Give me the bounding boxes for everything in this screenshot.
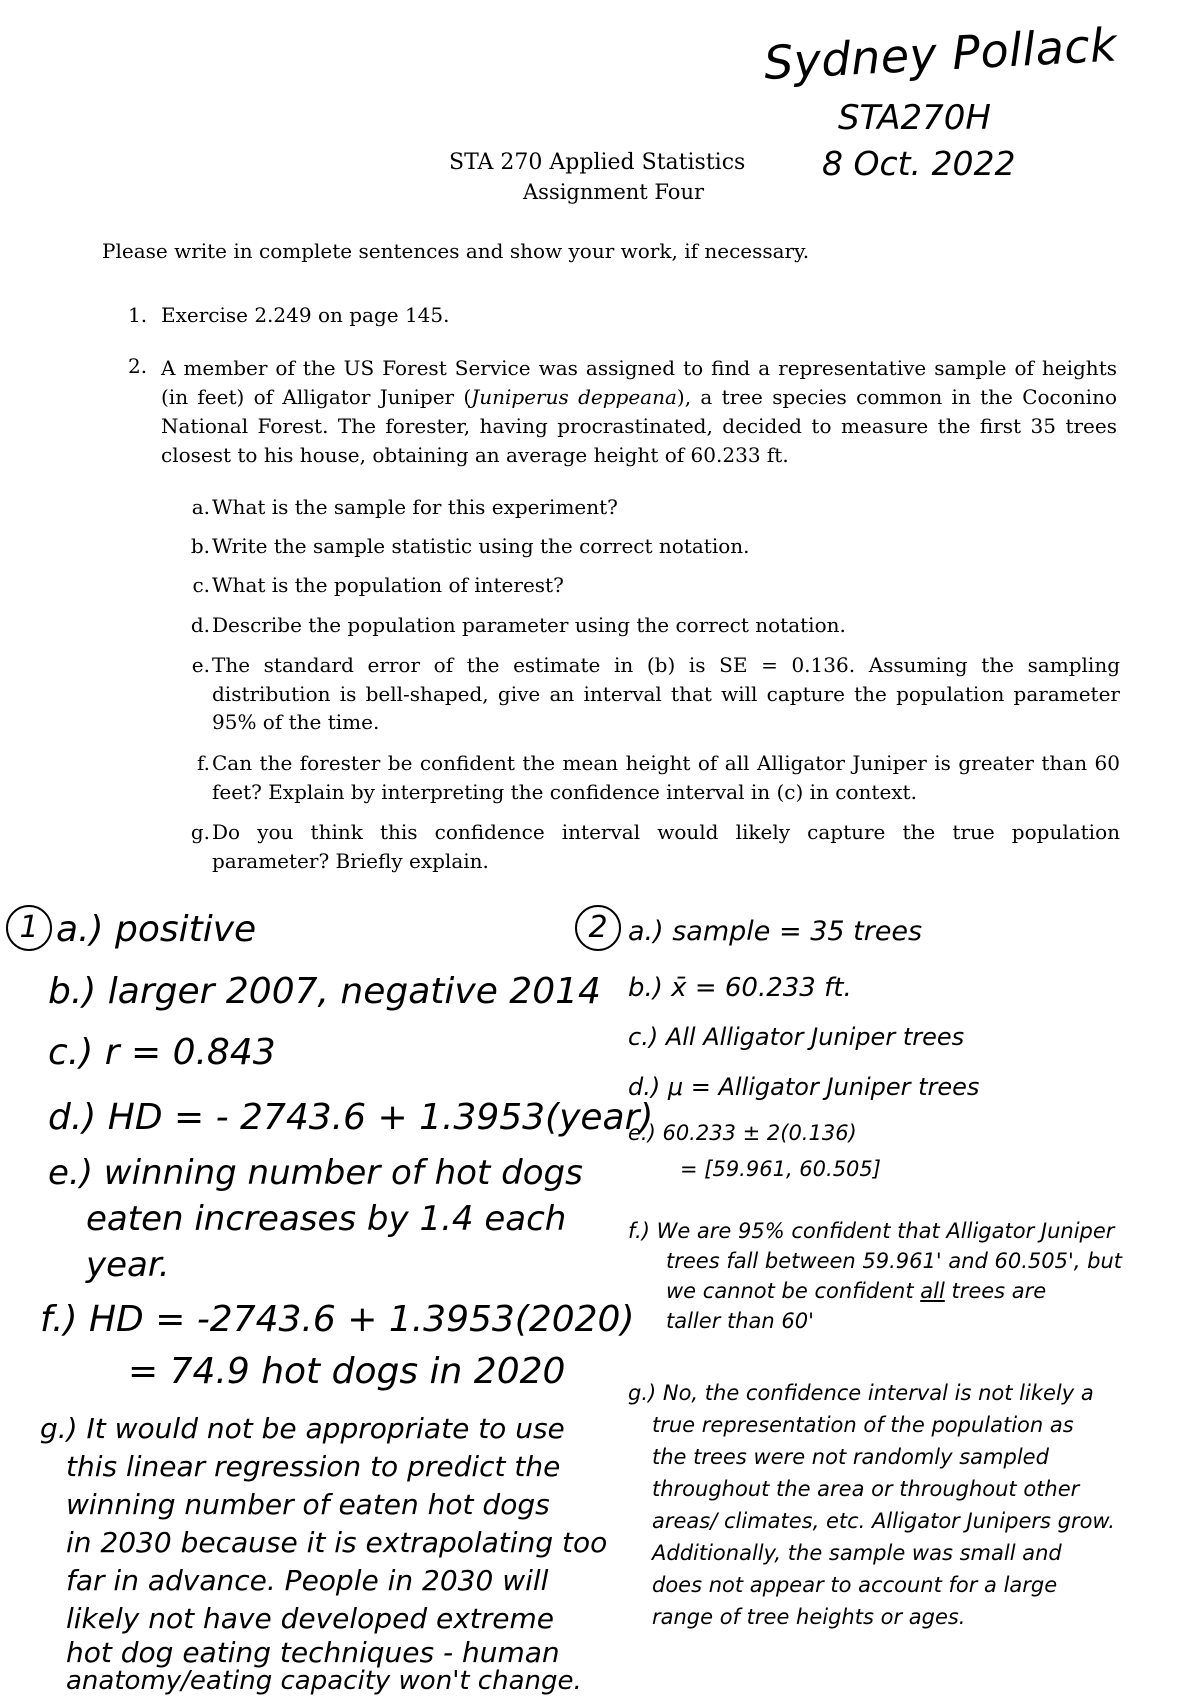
part-text: Do you think this confidence interval would likely capture the true population parameter? Briefly explain.: [212, 820, 1120, 873]
question-2g: [175, 818, 1120, 875]
handwritten-course: STA270H: [838, 98, 991, 138]
answer-2f-underlined-word: all: [920, 1279, 945, 1303]
answer-2g-line7: does not appear to account for a large: [652, 1573, 1058, 1597]
answer-1e-line1: e.) winning number of hot dogs: [48, 1153, 583, 1193]
answer-2f-line2: trees fall between 59.961' and 60.505', but: [666, 1249, 1123, 1273]
question-2d: [175, 611, 1120, 640]
answer-2g-line4: throughout the area or throughout other: [652, 1477, 1080, 1501]
question-2a: [175, 493, 1120, 522]
answer-2e-line2: = [59.961, 60.505]: [680, 1157, 881, 1181]
course-title: STA 270 Applied Statistics: [449, 150, 746, 175]
answer-1d: d.) HD = - 2743.6 + 1.3953(year): [48, 1097, 654, 1138]
answer-1g-line6: likely not have developed extreme: [66, 1602, 555, 1635]
part-label: b.: [190, 534, 210, 558]
part-text: What is the sample for this experiment?: [212, 495, 618, 519]
answer-2g-line8: range of tree heights or ages.: [652, 1605, 966, 1629]
answer-2a: a.) sample = 35 trees: [628, 916, 923, 947]
answer-2f-line1: f.) We are 95% confident that Alligator Juniper: [628, 1219, 1115, 1243]
answer-2f-line4: taller than 60': [666, 1309, 814, 1333]
question-1-number: 1.: [128, 303, 148, 327]
question-2b: [175, 532, 1120, 561]
answer-2d: d.) μ = Alligator Juniper trees: [628, 1073, 980, 1101]
part-label: f.: [196, 751, 210, 775]
answer-2f-line3: [666, 1276, 1046, 1306]
question-2-text-after: ), a tree species common in the Coconino National Forest. The forester, having procrastinated, decided to measure the first 35 trees closest to his house, obtaining an average height of 60.233 ft.: [161, 385, 1118, 467]
answer-2g-line2: true representation of the population as: [652, 1413, 1074, 1437]
instructions: Please write in complete sentences and show your work, if necessary.: [102, 239, 810, 263]
answer-1g-line5: far in advance. People in 2030 will: [66, 1564, 549, 1597]
part-text: The standard error of the estimate in (b) is SE = 0.136. Assuming the sampling distribution is bell-shaped, give an interval that will capture the population parameter 95% of the time.: [212, 653, 1120, 734]
answer-2f-line3-post: trees are: [944, 1279, 1047, 1303]
part-label: d.: [190, 613, 210, 637]
assignment-title: Assignment Four: [523, 180, 705, 204]
part-label: c.: [192, 573, 210, 597]
answer-1e-line2: eaten increases by 1.4 each: [86, 1199, 567, 1239]
part-label: a.: [191, 495, 210, 519]
answer-1g-line4: in 2030 because it is extrapolating too: [66, 1526, 608, 1559]
part-label: g.: [190, 820, 210, 844]
answer-1g-line1: g.) It would not be appropriate to use: [40, 1412, 565, 1445]
answer-2g-line1: g.) No, the confidence interval is not likely a: [628, 1381, 1094, 1405]
question-2-number: 2.: [128, 354, 148, 378]
answer-1f-line2: = 74.9 hot dogs in 2020: [128, 1351, 566, 1392]
answer-1f-line1: f.) HD = -2743.6 + 1.3953(2020): [40, 1299, 635, 1340]
question-2c: [175, 571, 1120, 600]
answer-2b: b.) x̄ = 60.233 ft.: [628, 973, 852, 1003]
answer-2f-line3-pre: we cannot be confident: [666, 1279, 921, 1303]
answer-1g-line2: this linear regression to predict the: [66, 1450, 561, 1483]
answer-1e-line3: year.: [86, 1245, 170, 1285]
part-label: e.: [191, 653, 210, 677]
part-text: What is the population of interest?: [212, 573, 564, 597]
handwritten-name: Sydney Pollack: [762, 17, 1119, 90]
answer-2c: c.) All Alligator Juniper trees: [628, 1023, 965, 1051]
question-2-text-before: A member of the US Forest Service was assigned to find a representative sample of heights (in feet) of Alligator Juniper (: [161, 356, 1117, 409]
answer-2-circle: 2: [575, 905, 621, 951]
part-text: Can the forester be confident the mean height of all Alligator Juniper is greater than 60 feet? Explain by interpreting the confidence interval in (c) in context.: [212, 751, 1120, 804]
answer-2g-line5: areas/ climates, etc. Alligator Junipers grow.: [652, 1509, 1115, 1533]
question-2f: [175, 749, 1120, 806]
answer-1-circle: 1: [6, 905, 52, 951]
species-name: Juniperus deppeana: [471, 385, 677, 409]
answer-1c: c.) r = 0.843: [48, 1032, 276, 1073]
part-text: Write the sample statistic using the correct notation.: [212, 534, 750, 558]
part-text: Describe the population parameter using the correct notation.: [212, 613, 846, 637]
answer-1g-line3: winning number of eaten hot dogs: [66, 1488, 550, 1521]
answer-1a: a.) positive: [56, 909, 257, 950]
question-2e: [175, 651, 1120, 737]
answer-1b: b.) larger 2007, negative 2014: [48, 971, 601, 1012]
answer-1g-line7: hot dog eating techniques - human: [66, 1636, 560, 1669]
question-2-text: [161, 354, 1117, 470]
answer-1g-line8: anatomy/eating capacity won't change.: [66, 1666, 582, 1696]
answer-2g-line3: the trees were not randomly sampled: [652, 1445, 1049, 1469]
answer-2e-line1: e.) 60.233 ± 2(0.136): [628, 1121, 857, 1145]
question-1-text: Exercise 2.249 on page 145.: [161, 303, 450, 327]
handwritten-date: 8 Oct. 2022: [822, 144, 1016, 183]
answer-2g-line6: Additionally, the sample was small and: [652, 1541, 1062, 1565]
